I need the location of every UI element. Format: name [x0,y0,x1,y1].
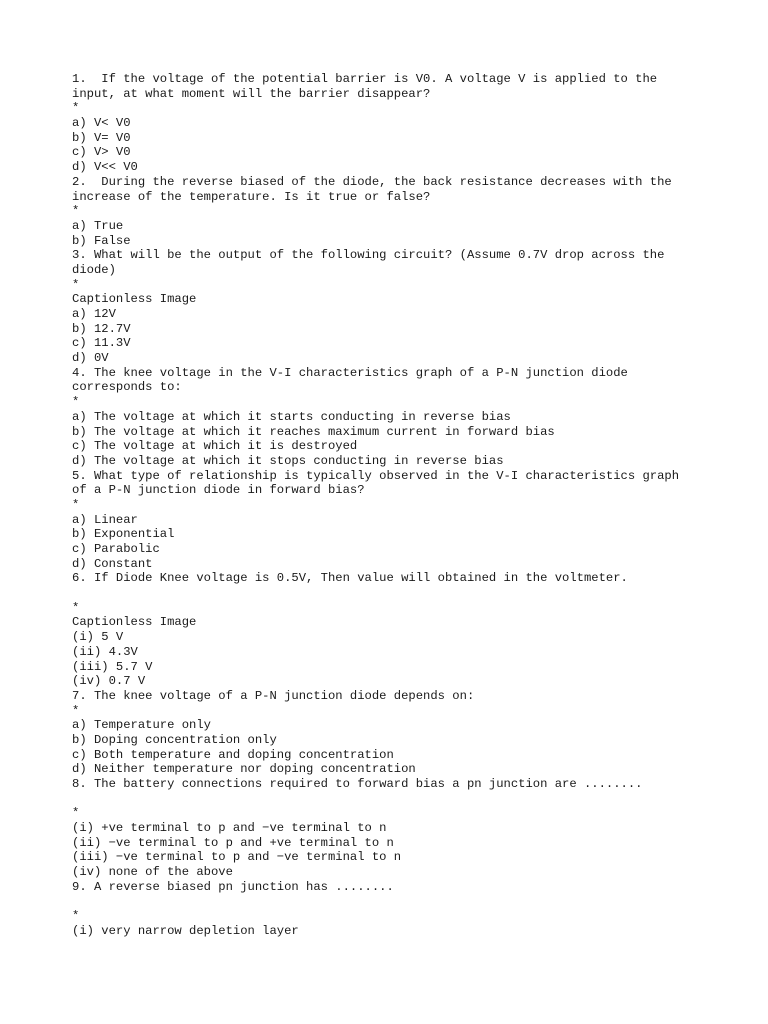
answer-option: a) V< V0 [72,116,131,131]
answer-option: b) Exponential [72,527,175,542]
answer-option: (iv) 0.7 V [72,674,146,689]
answer-option: b) The voltage at which it reaches maximum current in forward bias [72,424,555,439]
answer-option: b) 12.7V [72,321,131,336]
required-marker: * [72,703,80,718]
required-marker: * [72,909,80,924]
question-line: 6. If Diode Knee voltage is 0.5V, Then value will obtained in the voltmeter. [72,571,628,586]
question-line: 8. The battery connections required to forward bias a pn junction are ........ [72,777,643,791]
answer-option: (iv) none of the above [72,865,233,880]
blank-line [72,586,712,601]
question-line: 9. A reverse biased pn junction has ........ [72,879,394,894]
answer-option: (i) very narrow depletion layer [72,923,299,938]
answer-option: (i) 5 V [72,630,124,645]
required-marker: * [72,806,80,821]
answer-option: b) V= V0 [72,130,131,145]
answer-option: a) Linear [72,512,138,527]
question-line: 2. During the reverse biased of the diode, the back resistance decreases with the [72,174,672,189]
answer-option: d) Neither temperature nor doping concentration [72,762,416,777]
answer-option: (iii) −ve terminal to p and −ve terminal to n [72,850,402,865]
answer-option: b) False [72,233,131,248]
answer-option: a) Temperature only [72,718,211,733]
question-line: 5. What type of relationship is typically observed in the V-I characteristics graph [72,468,680,483]
answer-option: c) Both temperature and doping concentration [72,747,394,762]
text-line: increase of the temperature. Is it true or false? [72,189,431,204]
answer-option: a) The voltage at which it starts conducting in reverse bias [72,409,511,424]
required-marker: * [72,277,80,292]
question-line: 4. The knee voltage in the V-I characteristics graph of a P-N junction diode [72,365,628,380]
text-line: diode) [72,262,116,277]
answer-option: d) The voltage at which it stops conducting in reverse bias [72,453,504,468]
required-marker: * [72,395,80,410]
question-line: 7. The knee voltage of a P-N junction diode depends on: [72,688,475,703]
answer-option: (i) +ve terminal to p and −ve terminal to n [72,821,387,836]
answer-option: a) 12V [72,307,116,321]
image-placeholder: Captionless Image [72,615,197,630]
required-marker: * [72,204,80,219]
answer-option: c) The voltage at which it is destroyed [72,439,358,454]
answer-option: d) Constant [72,556,153,571]
answer-option: (ii) −ve terminal to p and +ve terminal to n [72,835,394,850]
answer-option: (ii) 4.3V [72,644,138,659]
answer-option: c) 11.3V [72,336,131,351]
required-marker: * [72,101,80,116]
answer-option: c) V> V0 [72,145,131,160]
image-placeholder: Captionless Image [72,292,197,307]
answer-option: c) Parabolic [72,542,160,556]
answer-option: b) Doping concentration only [72,732,277,747]
document-page [72,72,712,939]
blank-line [72,895,712,910]
text-line: of a P-N junction diode in forward bias? [72,483,365,498]
answer-option: (iii) 5.7 V [72,659,153,674]
answer-option: d) V<< V0 [72,160,138,175]
text-line: input, at what moment will the barrier disappear? [72,86,431,101]
question-line: 1. If the voltage of the potential barrier is V0. A voltage V is applied to the [72,72,658,86]
question-line: 3. What will be the output of the following circuit? (Assume 0.7V drop across the [72,248,665,263]
answer-option: d) 0V [72,351,109,366]
blank-line [72,792,712,807]
required-marker: * [72,600,80,615]
required-marker: * [72,497,80,512]
text-line: corresponds to: [72,380,182,395]
answer-option: a) True [72,218,124,233]
